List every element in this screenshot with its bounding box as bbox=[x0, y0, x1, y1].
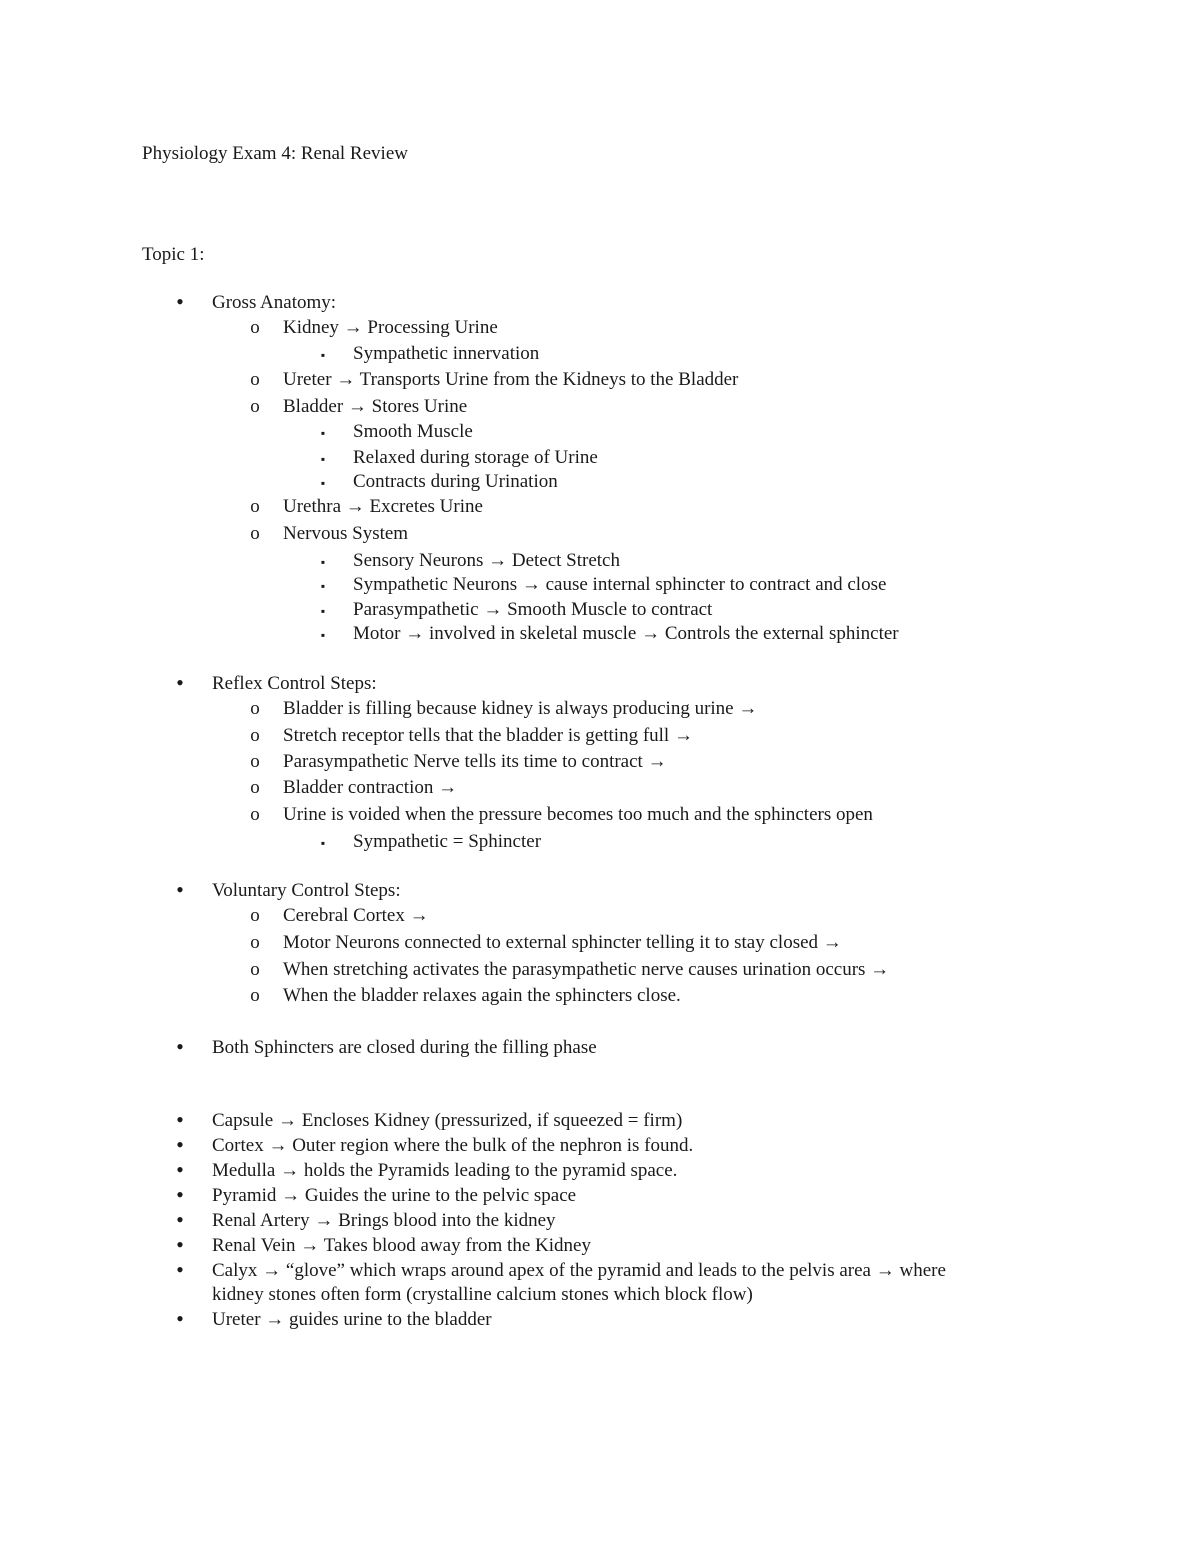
bullet-marker: • bbox=[176, 1306, 184, 1331]
bullet-marker: ▪ bbox=[320, 579, 326, 593]
bullet-marker: • bbox=[176, 877, 184, 902]
list-item-level-2: Motor Neurons connected to external sphincter telling it to stay closed → bbox=[283, 932, 842, 953]
list-item-level-2: When stretching activates the parasympathetic nerve causes urination occurs → bbox=[283, 959, 890, 980]
bullet-marker: o bbox=[250, 751, 260, 772]
list-item-level-1: Renal Artery → Brings blood into the kidney bbox=[212, 1210, 556, 1231]
bullet-marker: ▪ bbox=[320, 452, 326, 466]
list-item-level-2: Bladder contraction → bbox=[283, 777, 458, 798]
bullet-marker: o bbox=[250, 804, 260, 825]
bullet-marker: o bbox=[250, 777, 260, 798]
list-item-level-1: Capsule → Encloses Kidney (pressurized, if squeezed = firm) bbox=[212, 1110, 683, 1131]
list-item-level-2: Urine is voided when the pressure becomes too much and the sphincters open bbox=[283, 804, 873, 825]
list-item-level-2: Parasympathetic Nerve tells its time to contract → bbox=[283, 751, 667, 772]
list-item-level-1: Medulla → holds the Pyramids leading to the pyramid space. bbox=[212, 1160, 678, 1181]
list-item-level-2: Stretch receptor tells that the bladder is getting full → bbox=[283, 725, 693, 746]
bullet-marker: • bbox=[176, 1182, 184, 1207]
bullet-marker: • bbox=[176, 1034, 184, 1059]
bullet-marker: o bbox=[250, 523, 260, 544]
bullet-marker: • bbox=[176, 1157, 184, 1182]
bullet-marker: o bbox=[250, 985, 260, 1006]
bullet-marker: o bbox=[250, 905, 260, 926]
bullet-marker: • bbox=[176, 289, 184, 314]
bullet-marker: o bbox=[250, 396, 260, 417]
topic-heading: Topic 1: bbox=[142, 244, 205, 265]
list-item-level-3: Contracts during Urination bbox=[353, 471, 558, 492]
bullet-marker: ▪ bbox=[320, 604, 326, 618]
bullet-marker: • bbox=[176, 670, 184, 695]
bullet-marker: o bbox=[250, 959, 260, 980]
list-item-level-3: Motor → involved in skeletal muscle → Controls the external sphincter bbox=[353, 623, 899, 644]
list-item-level-1: Both Sphincters are closed during the filling phase bbox=[212, 1037, 597, 1058]
bullet-marker: ▪ bbox=[320, 348, 326, 362]
bullet-marker: o bbox=[250, 698, 260, 719]
list-item-level-2: Bladder is filling because kidney is always producing urine → bbox=[283, 698, 758, 719]
list-item-level-1: Pyramid → Guides the urine to the pelvic space bbox=[212, 1185, 577, 1206]
list-item-level-1: Ureter → guides urine to the bladder bbox=[212, 1309, 492, 1330]
list-item-level-1: Calyx → “glove” which wraps around apex of the pyramid and leads to the pelvis area → where bbox=[212, 1260, 946, 1281]
document-title: Physiology Exam 4: Renal Review bbox=[142, 143, 408, 164]
list-item-level-2: Ureter → Transports Urine from the Kidneys to the Bladder bbox=[283, 369, 739, 390]
list-item-level-2: When the bladder relaxes again the sphincters close. bbox=[283, 985, 681, 1006]
list-item-level-2: Urethra → Excretes Urine bbox=[283, 496, 483, 517]
bullet-marker: o bbox=[250, 932, 260, 953]
list-item-level-3: Sensory Neurons → Detect Stretch bbox=[353, 550, 620, 571]
bullet-marker: ▪ bbox=[320, 476, 326, 490]
bullet-marker: • bbox=[176, 1207, 184, 1232]
list-item-level-3: Sympathetic = Sphincter bbox=[353, 831, 542, 852]
list-item-level-1: Renal Vein → Takes blood away from the Kidney bbox=[212, 1235, 591, 1256]
bullet-marker: o bbox=[250, 496, 260, 517]
bullet-marker: • bbox=[176, 1232, 184, 1257]
list-item-level-3: Relaxed during storage of Urine bbox=[353, 447, 598, 468]
list-item-continuation: kidney stones often form (crystalline calcium stones which block flow) bbox=[212, 1284, 753, 1305]
bullet-marker: o bbox=[250, 369, 260, 390]
bullet-marker: o bbox=[250, 725, 260, 746]
list-item-level-1: Gross Anatomy: bbox=[212, 292, 337, 313]
bullet-marker: o bbox=[250, 317, 260, 338]
list-item-level-1: Cortex → Outer region where the bulk of the nephron is found. bbox=[212, 1135, 694, 1156]
bullet-marker: ▪ bbox=[320, 836, 326, 850]
list-item-level-2: Kidney → Processing Urine bbox=[283, 317, 498, 338]
bullet-marker: ▪ bbox=[320, 555, 326, 569]
list-item-level-2: Nervous System bbox=[283, 523, 409, 544]
list-item-level-3: Sympathetic Neurons → cause internal sphincter to contract and close bbox=[353, 574, 887, 595]
list-item-level-2: Cerebral Cortex → bbox=[283, 905, 429, 926]
list-item-level-3: Smooth Muscle bbox=[353, 421, 473, 442]
bullet-marker: • bbox=[176, 1257, 184, 1282]
bullet-marker: ▪ bbox=[320, 628, 326, 642]
bullet-marker: • bbox=[176, 1132, 184, 1157]
bullet-marker: • bbox=[176, 1107, 184, 1132]
list-item-level-1: Reflex Control Steps: bbox=[212, 673, 377, 694]
list-item-level-3: Sympathetic innervation bbox=[353, 343, 540, 364]
list-item-level-3: Parasympathetic → Smooth Muscle to contract bbox=[353, 599, 713, 620]
list-item-level-2: Bladder → Stores Urine bbox=[283, 396, 468, 417]
bullet-marker: ▪ bbox=[320, 426, 326, 440]
list-item-level-1: Voluntary Control Steps: bbox=[212, 880, 401, 901]
